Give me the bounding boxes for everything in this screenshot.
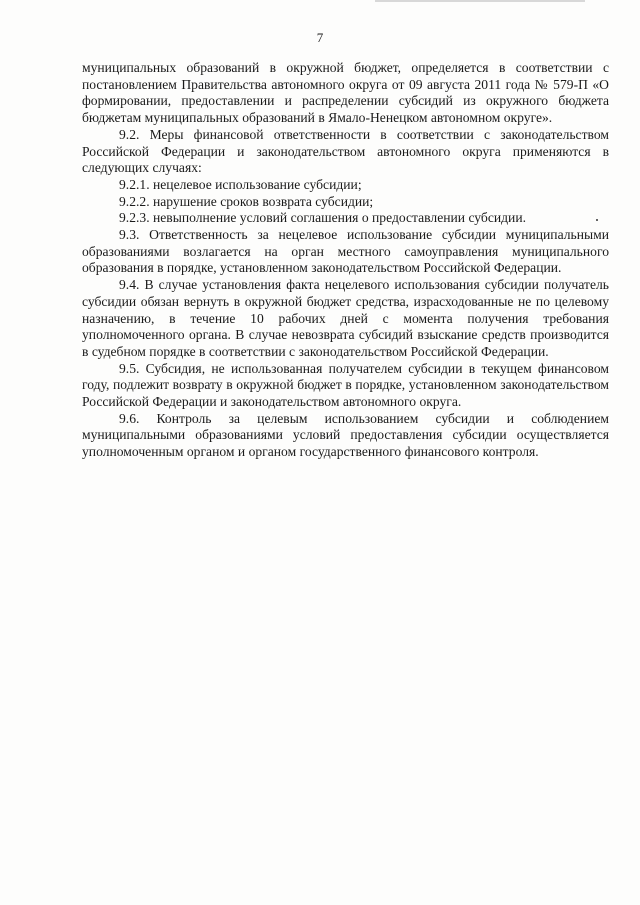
page-number: 7 [316,30,324,45]
paragraph-9-2-1: 9.2.1. нецелевое использование субсидии; [119,176,362,192]
paragraph-9-2-2: 9.2.2. нарушение сроков возврата субсидии; [119,193,374,209]
scan-speck [596,219,598,221]
paragraph-9-2: 9.2. Меры финансовой ответственности в соответствии с законодательством Российской Федерации и законодательством автономного округа применяются в следующих случаях: [82,126,609,176]
document-body [82,60,609,461]
paragraph-9-5: 9.5. Субсидия, не использованная получателем субсидии в текущем финансовом году, подлежит возврату в окружной бюджет в порядке, установленном законодательством Российской Федерации и законодательством автономного округа. [82,360,609,410]
paragraph-9-3: 9.3. Ответственность за нецелевое использование субсидии муниципальными образованиями возлагается на орган местного самоуправления муниципального образования в порядке, установленном законодательством Российской Федерации. [82,227,609,276]
paragraph-9-2-3: 9.2.3. невыполнение условий соглашения о предоставлении субсидии. [119,210,527,226]
paragraph-continuation: муниципальных образований в окружной бюджет, определяется в соответствии с постановлением Правительства автономного округа от 09 августа 2011 года № 579-П «О формировании, предоставлении и распределении субсидий из окружного бюджета бюджетам муниципальных образований в Ямало-Ненецком автономном округе». [82,60,609,126]
paragraph-9-6: 9.6. Контроль за целевым использованием субсидии и соблюдением муниципальными образованиями условий предоставления субсидии осуществляется уполномоченным органом и органом государственного финансового контроля. [82,410,609,460]
paragraph-9-4: 9.4. В случае установления факта нецелевого использования субсидии получатель субсидии обязан вернуть в окружной бюджет средства, израсходованные не по целевому назначению, в течение 10 рабочих дней с момента получения требования уполномоченного органа. В случае невозврата субсидий взыскание средств производится в судебном порядке в соответствии с законодательством Российской Федерации. [82,277,609,359]
scan-edge-mark [375,0,585,2]
